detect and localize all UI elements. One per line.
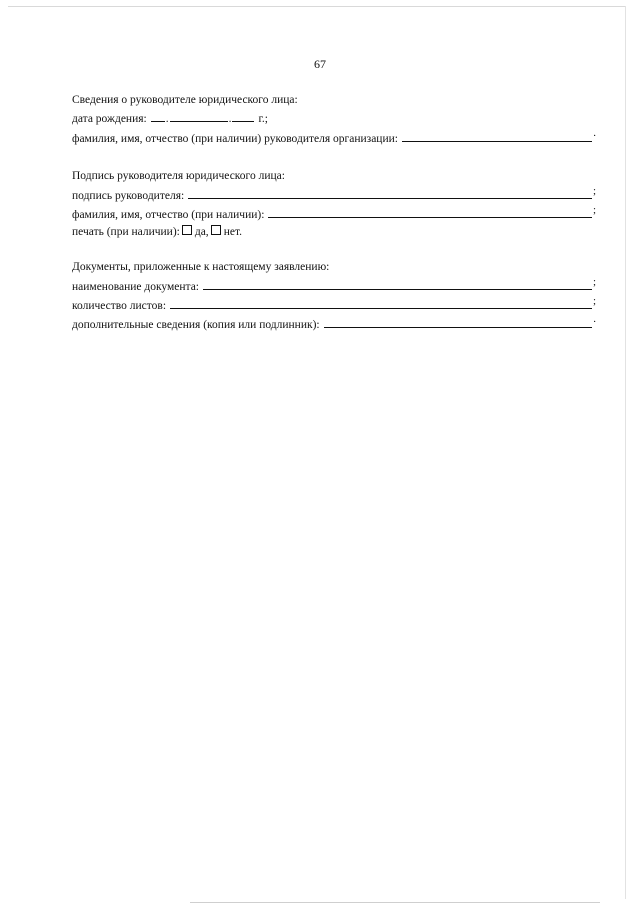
stamp-yes-label: да, xyxy=(194,226,209,238)
sheets-label: количество листов: xyxy=(72,300,167,312)
sheets-row xyxy=(72,295,596,314)
extra-info-row xyxy=(72,314,596,333)
head-fio-row xyxy=(72,128,596,147)
signer-fio-field[interactable] xyxy=(268,204,592,218)
doc-name-row xyxy=(72,276,596,295)
stamp-label: печать (при наличии): xyxy=(72,226,180,238)
doc-name-end: ; xyxy=(592,276,596,288)
section-head-info-title: Сведения о руководителе юридического лица: xyxy=(72,94,298,106)
section-signature-title: Подпись руководителя юридического лица: xyxy=(72,170,285,182)
stamp-row xyxy=(72,223,596,242)
birth-date-field[interactable] xyxy=(151,109,255,129)
signature-end: ; xyxy=(592,185,596,197)
head-fio-field[interactable] xyxy=(402,128,592,142)
sheets-end: ; xyxy=(592,295,596,307)
signature-label: подпись руководителя: xyxy=(72,190,185,202)
signer-fio-label: фамилия, имя, отчество (при наличии): xyxy=(72,209,265,221)
stamp-no-checkbox[interactable] xyxy=(211,225,221,235)
extra-info-end: . xyxy=(593,313,596,325)
page-edge-right xyxy=(625,6,626,899)
birth-date-suffix: г.; xyxy=(258,113,268,125)
signer-fio-row xyxy=(72,204,596,223)
birth-date-separator-2: . xyxy=(228,113,232,125)
page-edge-top xyxy=(8,6,626,7)
sheets-field[interactable] xyxy=(170,295,592,309)
birth-date-label: дата рождения: xyxy=(72,113,147,125)
doc-name-field[interactable] xyxy=(203,276,592,290)
extra-info-label: дополнительные сведения (копия или подлинник): xyxy=(72,319,320,331)
section-documents-title: Документы, приложенные к настоящему заявлению: xyxy=(72,261,330,273)
extra-info-field[interactable] xyxy=(324,314,593,328)
signer-fio-end: ; xyxy=(592,204,596,216)
head-fio-label: фамилия, имя, отчество (при наличии) руководителя организации: xyxy=(72,133,398,145)
stamp-no-label: нет. xyxy=(223,226,242,238)
page-number: 67 xyxy=(314,57,326,71)
head-fio-end: . xyxy=(593,127,596,139)
birth-month-blank[interactable] xyxy=(170,109,228,122)
signature-row xyxy=(72,185,596,204)
section-head-info xyxy=(72,91,596,147)
signature-field[interactable] xyxy=(188,185,592,199)
section-signature xyxy=(72,167,596,242)
birth-date-row xyxy=(72,109,596,128)
page-edge-bottom xyxy=(190,902,600,903)
birth-date-separator-1: . xyxy=(165,113,169,125)
birth-year-blank[interactable] xyxy=(232,109,254,122)
doc-name-label: наименование документа: xyxy=(72,281,199,293)
birth-day-blank[interactable] xyxy=(151,109,165,122)
section-documents xyxy=(72,258,596,333)
stamp-yes-checkbox[interactable] xyxy=(182,225,192,235)
